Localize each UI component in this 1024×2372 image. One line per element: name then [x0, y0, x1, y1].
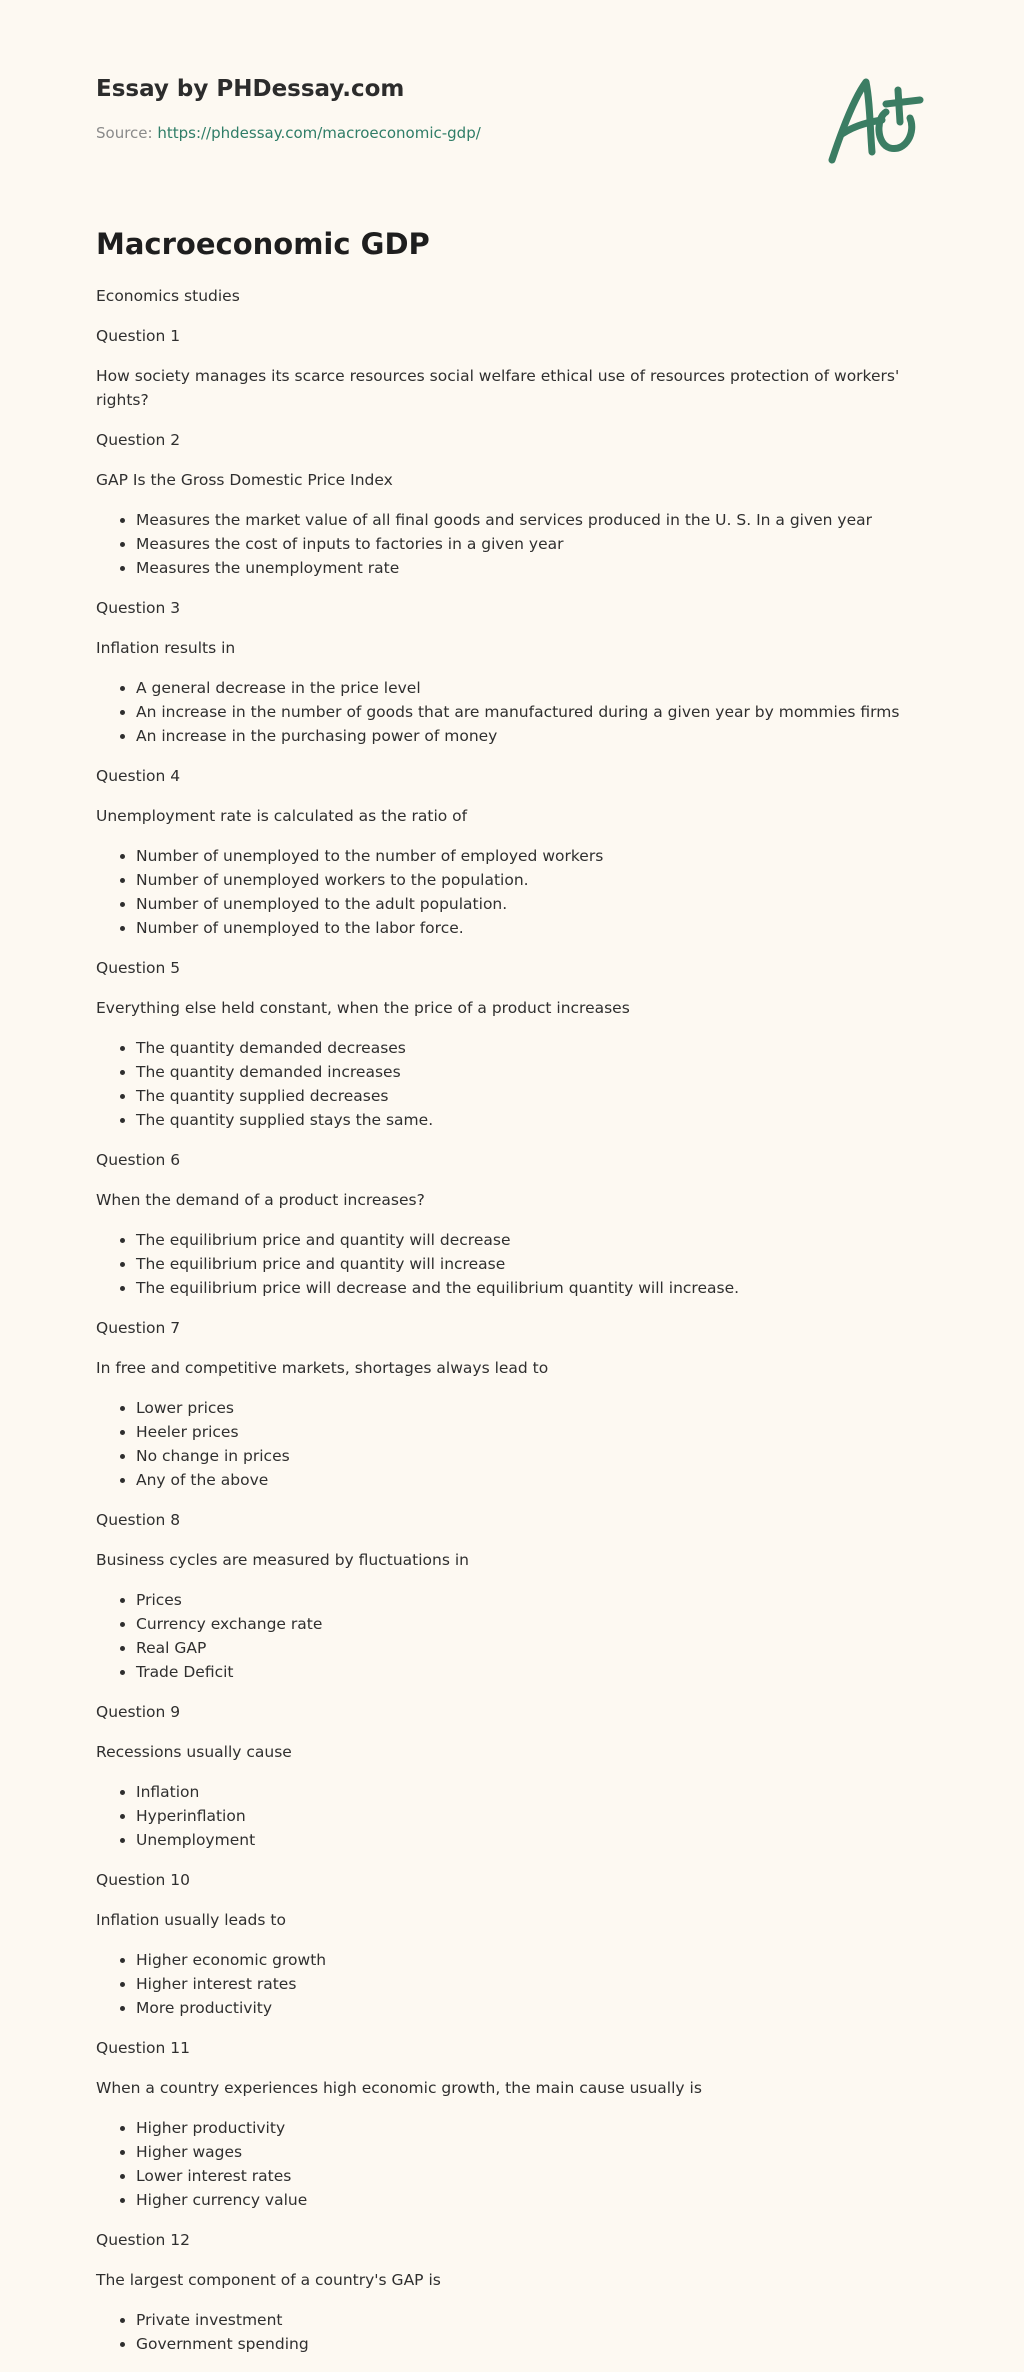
answer-option: • Measures the market value of all final goods and services produced in the U. S. In a given year	[136, 508, 956, 532]
site-header	[96, 74, 936, 143]
paragraph: Everything else held constant, when the price of a product increases	[96, 999, 630, 1017]
answer-option: • Prices	[136, 1588, 956, 1612]
answer-list	[96, 508, 956, 580]
answer-option: • Higher productivity	[136, 2116, 956, 2140]
question-heading: Question 11	[96, 2039, 190, 2057]
answer-option: • An increase in the number of goods that are manufactured during a given year by mommies firms	[136, 700, 956, 724]
question-heading: Question 2	[96, 431, 181, 449]
source-line	[96, 123, 936, 143]
paragraph: Recessions usually cause	[96, 1743, 292, 1761]
answer-list	[96, 1396, 956, 1492]
answer-option: • Number of unemployed to the number of employed workers	[136, 844, 956, 868]
paragraph: Business cycles are measured by fluctuations in	[96, 1551, 469, 1569]
answer-option: • The equilibrium price and quantity will decrease	[136, 1228, 956, 1252]
answer-option: • Inflation	[136, 1780, 956, 1804]
a-plus-logo-icon	[820, 68, 930, 168]
paragraph: When a country experiences high economic growth, the main cause usually is	[96, 2079, 702, 2097]
answer-list	[96, 1780, 956, 1852]
answer-option: • More productivity	[136, 1996, 956, 2020]
paragraph: Economics studies	[96, 287, 240, 305]
answer-option: • Real GAP	[136, 1636, 956, 1660]
paragraph: When the demand of a product increases?	[96, 1191, 425, 1209]
answer-list	[96, 2116, 956, 2212]
answer-option: • The equilibrium price will decrease and the equilibrium quantity will increase.	[136, 1276, 956, 1300]
essay-content	[96, 284, 956, 2356]
paragraph: In free and competitive markets, shortages always lead to	[96, 1359, 549, 1377]
answer-option: • The quantity demanded decreases	[136, 1036, 956, 1060]
answer-option: • Higher interest rates	[136, 1972, 956, 1996]
answer-option: • Lower interest rates	[136, 2164, 956, 2188]
question-heading: Question 6	[96, 1151, 181, 1169]
question-heading: Question 10	[96, 1871, 190, 1889]
answer-option: • Hyperinflation	[136, 1804, 956, 1828]
answer-option: • A general decrease in the price level	[136, 676, 956, 700]
paragraph: Inflation results in	[96, 639, 236, 657]
answer-option: • Number of unemployed to the adult population.	[136, 892, 956, 916]
answer-list	[96, 844, 956, 940]
answer-option: • Currency exchange rate	[136, 1612, 956, 1636]
answer-option: • Heeler prices	[136, 1420, 956, 1444]
answer-option: • Trade Deficit	[136, 1660, 956, 1684]
answer-list	[96, 1588, 956, 1684]
question-heading: Question 5	[96, 959, 181, 977]
paragraph: How society manages its scarce resources social welfare ethical use of resources protection of workers' rights?	[96, 367, 900, 409]
answer-option: • The quantity supplied stays the same.	[136, 1108, 956, 1132]
question-heading: Question 7	[96, 1319, 181, 1337]
answer-option: • Higher wages	[136, 2140, 956, 2164]
paragraph: GAP Is the Gross Domestic Price Index	[96, 471, 393, 489]
answer-list	[96, 1228, 956, 1300]
answer-option: • The quantity supplied decreases	[136, 1084, 956, 1108]
answer-option: • Higher economic growth	[136, 1948, 956, 1972]
question-heading: Question 1	[96, 327, 181, 345]
paragraph: The largest component of a country's GAP is	[96, 2271, 441, 2289]
answer-list	[96, 2308, 956, 2356]
answer-list	[96, 676, 956, 748]
essay-title: Macroeconomic GDP	[96, 227, 430, 261]
answer-option: • The equilibrium price and quantity will increase	[136, 1252, 956, 1276]
essay-article	[96, 224, 956, 2372]
answer-list	[96, 1948, 956, 2020]
question-heading: Question 4	[96, 767, 181, 785]
answer-list	[96, 1036, 956, 1132]
source-label: Source:	[96, 124, 158, 142]
answer-option: • Number of unemployed workers to the population.	[136, 868, 956, 892]
source-link[interactable]: https://phdessay.com/macroeconomic-gdp/	[157, 124, 481, 142]
answer-option: • No change in prices	[136, 1444, 956, 1468]
question-heading: Question 12	[96, 2231, 190, 2249]
question-heading: Question 9	[96, 1703, 181, 1721]
answer-option: • Lower prices	[136, 1396, 956, 1420]
answer-option: • An increase in the purchasing power of money	[136, 724, 956, 748]
question-heading: Question 3	[96, 599, 181, 617]
answer-option: • Number of unemployed to the labor force.	[136, 916, 956, 940]
answer-option: • Higher currency value	[136, 2188, 956, 2212]
question-heading: Question 8	[96, 1511, 181, 1529]
paragraph: Unemployment rate is calculated as the ratio of	[96, 807, 468, 825]
answer-option: • Measures the cost of inputs to factories in a given year	[136, 532, 956, 556]
answer-option: • Government spending	[136, 2332, 956, 2356]
answer-option: • Measures the unemployment rate	[136, 556, 956, 580]
site-brand-title: Essay by PHDessay.com	[96, 76, 405, 102]
paragraph: Inflation usually leads to	[96, 1911, 286, 1929]
answer-option: • Private investment	[136, 2308, 956, 2332]
answer-option: • Unemployment	[136, 1828, 956, 1852]
answer-option: • The quantity demanded increases	[136, 1060, 956, 1084]
answer-option: • Any of the above	[136, 1468, 956, 1492]
